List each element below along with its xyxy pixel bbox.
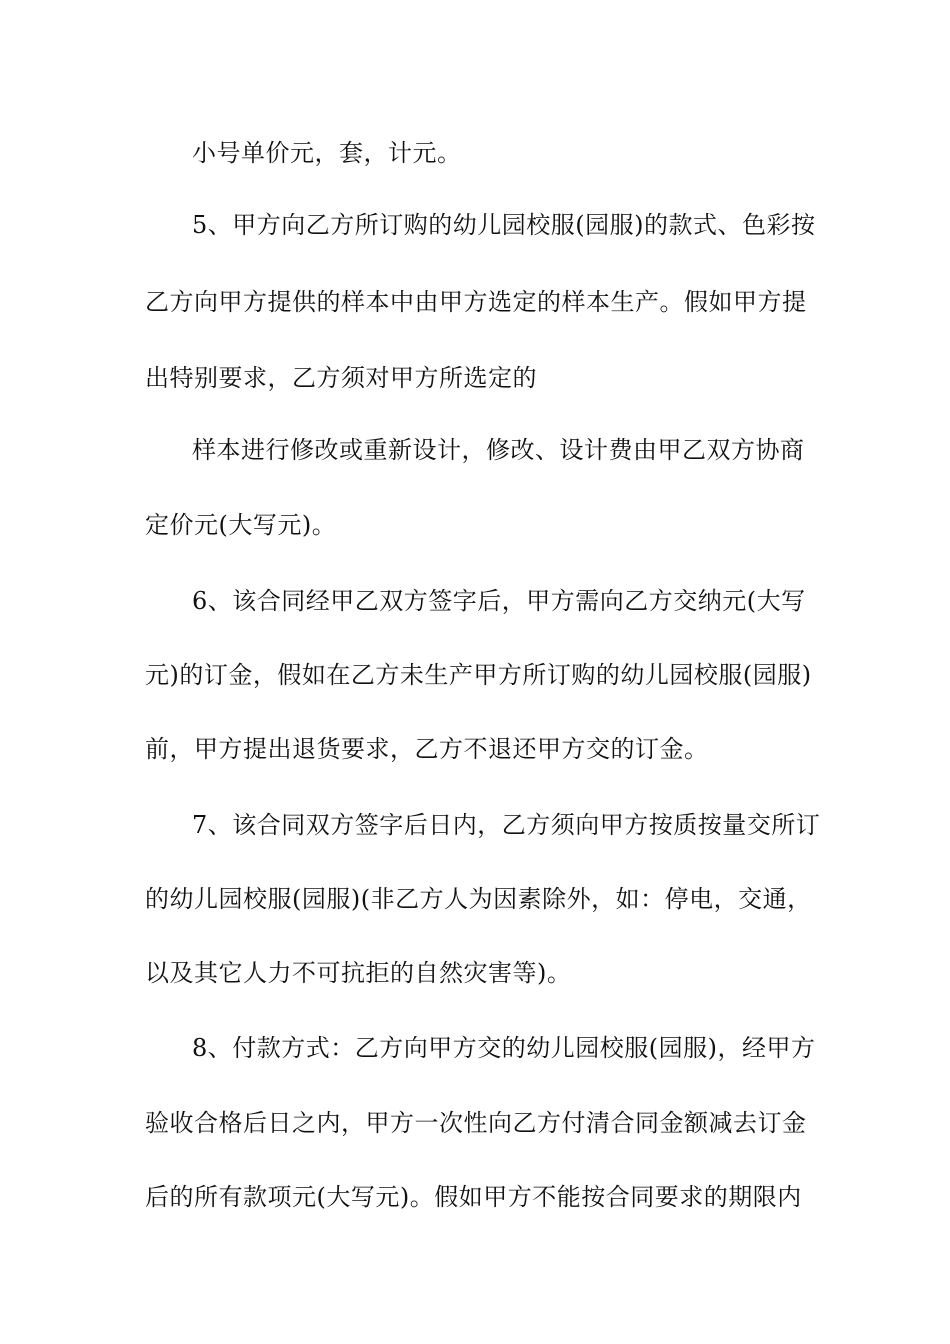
clause-7-line-2: 的幼儿园校服(园服)(非乙方人为因素除外，如：停电，交通， — [145, 885, 812, 913]
clause-8-line-2: 验收合格后日之内，甲方一次性向乙方付清合同金额减去订金 — [145, 1109, 807, 1137]
clause-5-line-3: 出特别要求，乙方须对甲方所选定的 — [145, 364, 537, 392]
clause-7-line-3: 以及其它人力不可抗拒的自然灾害等)。 — [145, 959, 572, 987]
text-line-1: 小号单价元，套，计元。 — [192, 139, 462, 167]
clause-5-line-1: 5、甲方向乙方所订购的幼儿园校服(园服)的款式、色彩按 — [192, 211, 816, 239]
clause-6-line-1: 6、该合同经甲乙双方签字后，甲方需向乙方交纳元(大写 — [192, 587, 806, 615]
clause-7-line-1: 7、该合同双方签字后日内，乙方须向甲方按质按量交所订 — [192, 811, 821, 839]
clause-6-line-3: 前，甲方提出退货要求，乙方不退还甲方交的订金。 — [145, 735, 709, 763]
clause-8-line-1: 8、付款方式：乙方向甲方交的幼儿园校服(园服)，经甲方 — [192, 1034, 816, 1062]
clause-6-line-2: 元)的订金，假如在乙方未生产甲方所订购的幼儿园校服(园服) — [145, 661, 812, 689]
clause-5-line-4: 样本进行修改或重新设计，修改、设计费由甲乙双方协商 — [192, 436, 805, 464]
clause-8-line-3: 后的所有款项元(大写元)。假如甲方不能按合同要求的期限内 — [145, 1183, 802, 1211]
clause-5-line-5: 定价元(大写元)。 — [145, 511, 337, 539]
clause-5-line-2: 乙方向甲方提供的样本中由甲方选定的样本生产。假如甲方提 — [145, 288, 807, 316]
